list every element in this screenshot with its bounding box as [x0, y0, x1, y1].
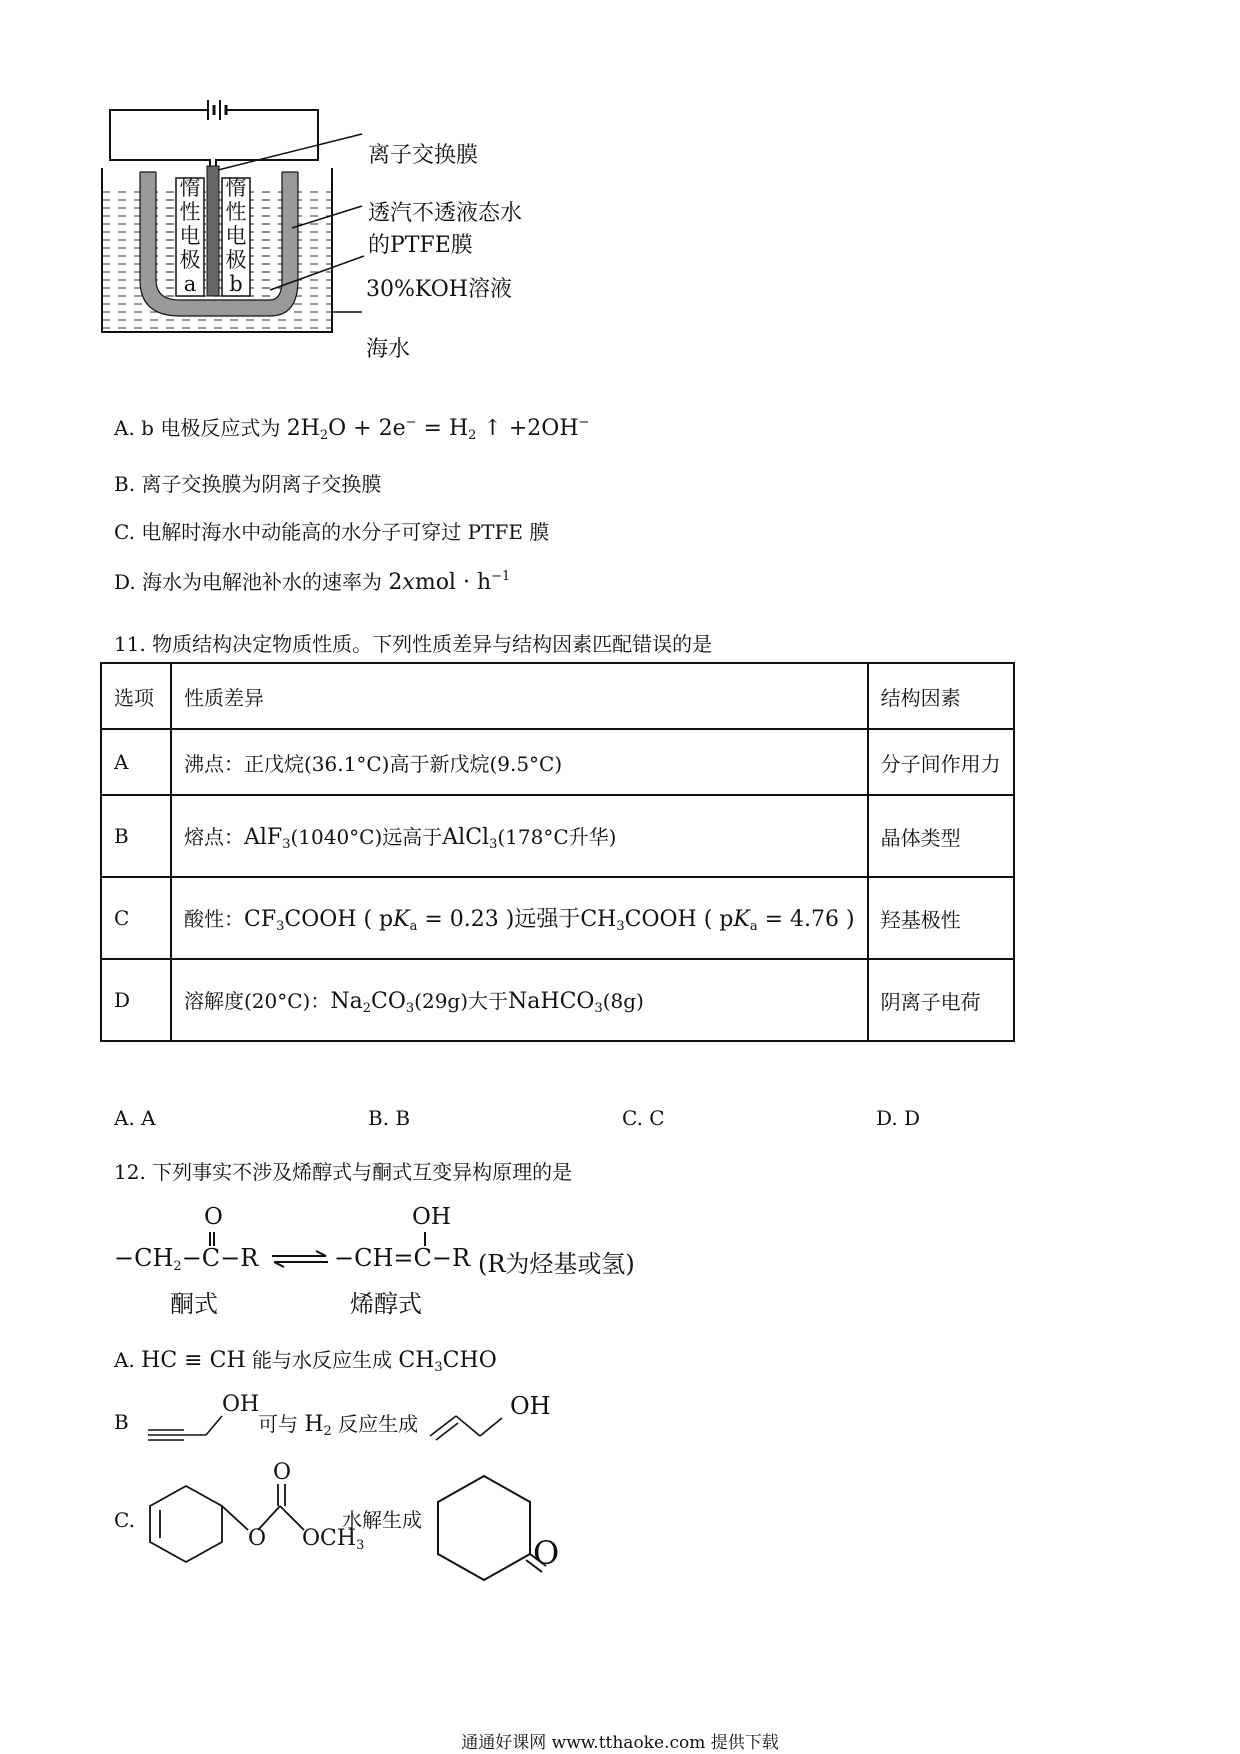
c-ketone-o: O: [533, 1534, 560, 1572]
q11-choice-c: C. C: [622, 1106, 665, 1130]
subscript: 2: [323, 1424, 332, 1439]
table-row: [101, 877, 1014, 959]
text-part: 能与水反应生成: [245, 1348, 399, 1372]
formula-part: O + 2e: [328, 416, 406, 441]
formula-part: HC ≡ CH: [141, 1348, 246, 1373]
ptfe-label-line1: 透汽不透液态水: [368, 201, 523, 226]
formula: [287, 416, 590, 441]
b-oh-label-1: OH: [222, 1392, 260, 1417]
q10-option-a: [114, 412, 589, 443]
table-row: [101, 729, 1014, 795]
b-oh-label-2: OH: [510, 1392, 551, 1420]
subscript: 3: [594, 1000, 603, 1016]
allyl-alcohol-structure: [428, 1400, 514, 1446]
formula-part: CH: [398, 1348, 435, 1373]
formula-part: 2: [388, 570, 403, 595]
formula-part: ↑ +2OH: [476, 416, 579, 441]
subscript: 3: [616, 919, 625, 934]
electrode-a-char: a: [183, 272, 197, 296]
table-cell-option: B: [101, 795, 171, 877]
keto-label: 酮式: [170, 1290, 218, 1318]
superscript: −: [405, 415, 417, 430]
q11-stem: 11. 物质结构决定物质性质。下列性质差异与结构因素匹配错误的是: [114, 632, 713, 656]
option-label: A.: [114, 1348, 142, 1372]
formula-part: CO: [371, 988, 406, 1014]
formula-part: 2H: [286, 416, 320, 441]
q12-option-c-label: C.: [114, 1508, 135, 1532]
formula-part: −C−R: [181, 1244, 259, 1272]
text-part: (1040°C)远高于: [290, 824, 443, 849]
variable: K: [733, 907, 750, 932]
text-part: (178°C升华): [497, 824, 617, 849]
formula-part: NaHCO: [508, 988, 595, 1014]
subscript: 3: [356, 1538, 365, 1553]
formula-part: OCH: [302, 1526, 357, 1551]
option-text: D. 海水为电解池补水的速率为: [114, 570, 383, 594]
superscript: −1: [491, 569, 511, 584]
q12-option-b-text: [258, 1408, 418, 1439]
text-part: 可与: [258, 1412, 305, 1436]
table-cell-property: [171, 877, 868, 959]
q11-choice-d: D. D: [876, 1106, 921, 1130]
formula-part: = 0.23 )远强于: [417, 907, 581, 932]
ptfe-label-line2: 的PTFE膜: [368, 233, 473, 258]
subscript: 3: [282, 836, 291, 852]
table-cell-option: D: [101, 959, 171, 1041]
electrode-a-char: 电: [179, 224, 201, 248]
electrode-b-char: b: [229, 272, 243, 296]
variable: K: [393, 907, 410, 932]
table-header-row: [101, 663, 1014, 729]
table-row: [101, 959, 1014, 1041]
formula-part: COOH ( p: [284, 907, 394, 932]
text-part: 溶解度(20°C)：: [184, 988, 331, 1013]
electrode-b-label: [222, 176, 250, 296]
formula-part: AlF: [244, 824, 283, 850]
enol-oh: OH: [412, 1204, 451, 1230]
table-row: [101, 795, 1014, 877]
q12-stem: 12. 下列事实不涉及烯醇式与酮式互变异构原理的是: [114, 1160, 573, 1184]
formula-part: AlCl: [442, 824, 490, 850]
text-part: 反应生成: [331, 1412, 419, 1436]
electrode-b-char: 性: [225, 200, 247, 224]
q10-option-c: C. 电解时海水中动能高的水分子可穿过 PTFE 膜: [114, 520, 550, 544]
formula-part: = H: [416, 416, 469, 441]
electrode-b-char: 惰: [225, 176, 247, 200]
formula-part: mol · h: [414, 570, 492, 595]
table-cell-property: [171, 959, 868, 1041]
table-cell-property: [171, 795, 868, 877]
text-part: (8g): [602, 988, 644, 1013]
electrode-a-char: 惰: [179, 176, 201, 200]
table-cell-factor: 分子间作用力: [868, 729, 1014, 795]
c-carbonyl-o: O: [273, 1460, 292, 1485]
text-part: (29g)大于: [414, 988, 509, 1013]
formula-part: −CH: [114, 1244, 174, 1272]
q12-option-b-label: B: [114, 1410, 129, 1434]
q12-option-a: [114, 1344, 497, 1375]
formula-part: H: [304, 1412, 324, 1437]
subscript: 3: [405, 1000, 415, 1016]
table-header: 性质差异: [171, 663, 868, 729]
c-ester-o: O: [248, 1526, 267, 1551]
propargyl-alcohol-structure: [148, 1400, 228, 1446]
q12-option-c-text: 水解生成: [342, 1508, 422, 1532]
page-footer: 通通好课网 www.tthaoke.com 提供下载: [461, 1733, 779, 1753]
table-cell-factor: 羟基极性: [868, 877, 1014, 959]
formula: [388, 570, 510, 595]
subscript: 3: [434, 1360, 443, 1375]
formula-part: CHO: [442, 1348, 497, 1373]
electrode-a-char: 性: [179, 200, 201, 224]
subscript: 2: [173, 1259, 182, 1274]
subscript: 3: [489, 836, 498, 852]
formula-part: COOH ( p: [624, 907, 734, 932]
keto-formula: [114, 1244, 258, 1274]
subscript: 2: [468, 428, 477, 443]
formula-part: = 4.76 ): [757, 907, 855, 932]
table-cell-factor: 阴离子电荷: [868, 959, 1014, 1041]
table-cell-option: C: [101, 877, 171, 959]
option-text: A. b 电极反应式为: [114, 416, 281, 440]
table-header: 结构因素: [868, 663, 1014, 729]
seawater-label: 海水: [366, 337, 411, 362]
formula-part: Na: [330, 988, 363, 1014]
q10-option-d: [114, 566, 510, 595]
electrode-a-char: 极: [179, 248, 201, 272]
electrode-b-char: 电: [225, 224, 247, 248]
q11-table: [100, 662, 1015, 1042]
subscript: a: [409, 919, 418, 934]
table-cell-property: 沸点：正戊烷(36.1°C)高于新戊烷(9.5°C): [171, 729, 868, 795]
equilibrium-arrow: [270, 1250, 330, 1268]
enol-formula: −CH=C−R: [334, 1244, 471, 1272]
text-part: 酸性：: [184, 907, 244, 931]
membrane-label: 离子交换膜: [368, 143, 479, 168]
variable: x: [402, 570, 415, 595]
keto-carbonyl-o: O: [204, 1204, 223, 1230]
table-header: 选项: [101, 663, 171, 729]
r-note: (R为烃基或氢): [478, 1250, 635, 1278]
subscript: 2: [362, 1000, 372, 1016]
enol-label: 烯醇式: [350, 1290, 422, 1318]
koh-label: 30%KOH溶液: [366, 277, 512, 302]
subscript: a: [749, 919, 758, 934]
subscript: 2: [319, 428, 329, 443]
q11-choice-b: B. B: [368, 1106, 411, 1130]
superscript: −: [578, 415, 590, 430]
electrode-a-label: [176, 176, 204, 296]
formula-part: CF: [244, 907, 277, 932]
q11-choice-a: A. A: [114, 1106, 156, 1130]
formula-part: CH: [580, 907, 617, 932]
table-cell-factor: 晶体类型: [868, 795, 1014, 877]
q10-option-b: B. 离子交换膜为阴离子交换膜: [114, 472, 382, 496]
text-part: 熔点：: [184, 824, 244, 849]
electrode-b-char: 极: [225, 248, 247, 272]
table-cell-option: A: [101, 729, 171, 795]
subscript: 3: [276, 919, 285, 934]
